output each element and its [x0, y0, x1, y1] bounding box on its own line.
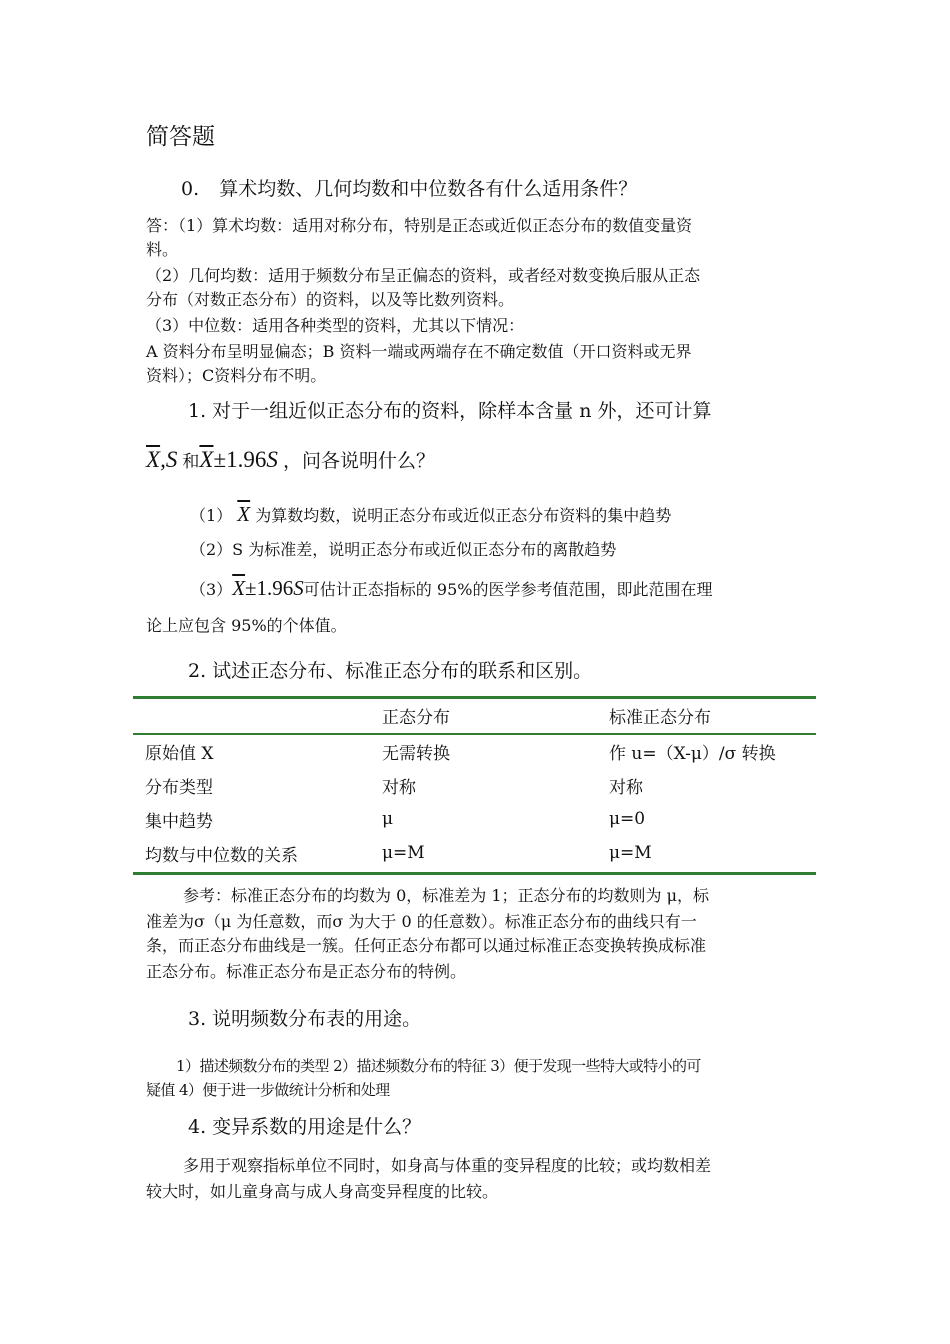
question-tail: ，问各说明什么？	[282, 450, 435, 472]
reference-line: 正态分布。标准正态分布是正态分布的特例。	[146, 962, 467, 981]
answer-3	[190, 576, 712, 602]
question-1: 1. 对于一组近似正态分布的资料，除样本含量 n 外，还可计算	[188, 400, 712, 422]
table-cell: μ=M	[382, 843, 425, 863]
table-header-row	[133, 697, 816, 734]
table-header-cell: 标准正态分布	[609, 708, 711, 728]
table-cell: 分布类型	[145, 777, 213, 798]
question-text: 算术均数、几何均数和中位数各有什么适用条件？	[219, 178, 638, 200]
table-row	[133, 768, 816, 802]
table-row	[133, 836, 816, 870]
table-cell: 对称	[382, 777, 416, 798]
table-row	[133, 802, 816, 836]
s-symbol: ,S	[160, 447, 178, 472]
table-header-cell: 正态分布	[382, 708, 450, 728]
comparison-table	[133, 697, 816, 870]
and-text: 和	[182, 452, 200, 472]
table-cell: 无需转换	[382, 743, 450, 764]
table-header-cell	[133, 697, 370, 734]
table-cell: 作 u=（X-μ）/σ 转换	[609, 743, 776, 764]
xbar-symbol: $\overline{X}$	[146, 447, 161, 472]
answer-line: 多用于观察指标单位不同时，如身高与体重的变异程度的比较；或均数相差	[183, 1156, 712, 1175]
table-cell: 原始值 X	[145, 743, 214, 764]
question-3: 3. 说明频数分布表的用途。	[188, 1008, 422, 1030]
table-cell: 对称	[609, 777, 643, 798]
xbar-symbol: $\overline{X}$	[199, 447, 214, 472]
answer-line: 疑值 4）便于进一步做统计分析和处理	[146, 1081, 390, 1099]
answer-1	[190, 502, 671, 528]
answer-line: （3）中位数：适用各种类型的资料，尤其以下情况：	[146, 316, 525, 335]
answer-prefix: （3）	[190, 580, 233, 599]
answer-line: 论上应包含 95%的个体值。	[146, 616, 347, 635]
reference-line: 参考：标准正态分布的均数为 0，标准差为 1；正态分布的均数则为 μ，标	[183, 886, 710, 905]
answer-line: 答：（1）算术均数：适用对称分布，特别是正态或近似正态分布的数值变量资	[146, 216, 693, 235]
xbar-symbol: $\overline{X}$	[232, 576, 246, 600]
answer-line: 资料）；C资料分布不明。	[146, 366, 327, 385]
table-cell: 均数与中位数的关系	[145, 845, 298, 866]
answer-line: A 资料分布呈明显偏态；B 资料一端或两端存在不确定数值（开口资料或无界	[146, 342, 692, 361]
table-row	[133, 734, 816, 768]
answer-line: 1）描述频数分布的类型 2）描述频数分布的特征 3）便于发现一些特大或特小的可	[176, 1057, 701, 1075]
reference-line: 准差为σ（μ 为任意数，而σ 为大于 0 的任意数）。标准正态分布的曲线只有一	[146, 912, 697, 931]
answer-2: （2）S 为标准差，说明正态分布或近似正态分布的离散趋势	[190, 540, 617, 559]
pm-value: ±1.96	[245, 576, 294, 600]
answer-line: 较大时，如儿童身高与成人身高变异程度的比较。	[146, 1182, 499, 1201]
table-cell: μ=M	[609, 843, 652, 863]
pm-value: ±1.96	[213, 447, 267, 472]
question-4: 4. 变异系数的用途是什么？	[188, 1116, 422, 1138]
formula-line	[146, 446, 435, 473]
question-number: 0.	[181, 178, 200, 200]
answer-line: 分布（对数正态分布）的资料，以及等比数列资料。	[146, 290, 515, 309]
answer-line: 料。	[146, 240, 179, 259]
xbar-symbol: $\overline{X}$	[237, 502, 251, 526]
table-cell: μ	[382, 809, 394, 829]
answer-text: 可估计正态指标的 95%的医学参考值范围，即此范围在理	[303, 580, 713, 599]
answer-line: （2）几何均数：适用于频数分布呈正偏态的资料，或者经对数变换后服从正态	[146, 266, 701, 285]
reference-line: 条，而正态分布曲线是一簇。任何正态分布都可以通过标准正态变换转换成标准	[146, 936, 707, 955]
page-title: 简答题	[146, 124, 215, 150]
table-cell: 集中趋势	[145, 811, 213, 832]
question-0	[181, 174, 637, 201]
s-symbol: S	[266, 447, 278, 472]
s-symbol: S	[293, 576, 304, 600]
table-bottom-rule	[133, 872, 816, 875]
table-cell: μ=0	[609, 809, 646, 829]
answer-prefix: （1）	[190, 506, 233, 525]
question-2: 2. 试述正态分布、标准正态分布的联系和区别。	[188, 660, 593, 682]
answer-text: 为算数均数，说明正态分布或近似正态分布资料的集中趋势	[255, 506, 672, 525]
